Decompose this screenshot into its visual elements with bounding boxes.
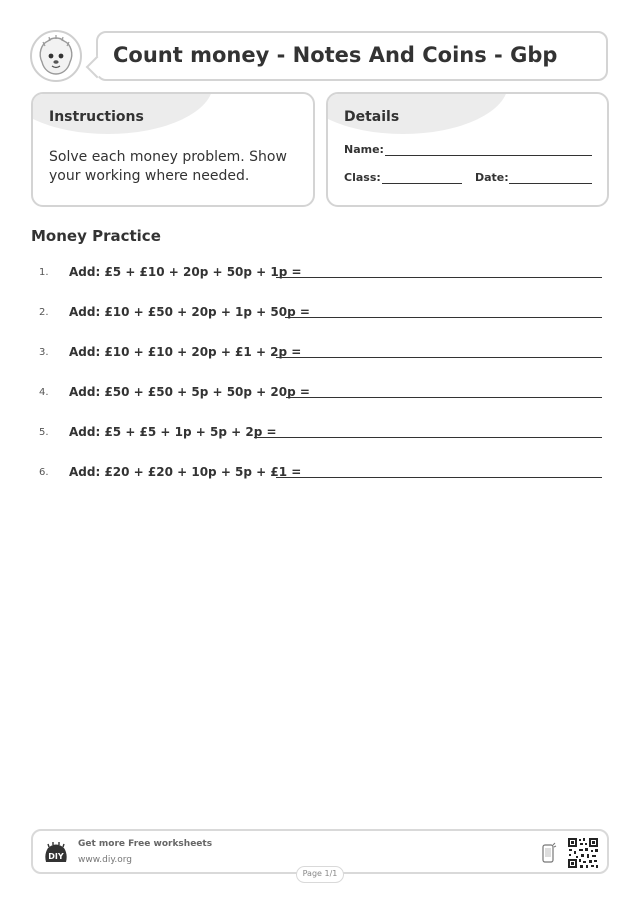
question-row (0, 305, 640, 325)
question-number: 1. (39, 267, 49, 278)
footer-url-link[interactable]: www.diy.org (78, 855, 132, 865)
page-number-badge: Page 1/1 (296, 866, 344, 883)
instructions-text: Solve each money problem. Show your working where needed. (49, 149, 287, 184)
question-number: 3. (39, 347, 49, 358)
phone-icon (541, 842, 557, 864)
answer-line[interactable] (285, 317, 602, 318)
mascot-icon (32, 32, 80, 80)
question-text: Add: £10 + £50 + 20p + 1p + 50p = (69, 305, 310, 319)
class-field[interactable] (382, 183, 462, 184)
answer-line[interactable] (276, 357, 602, 358)
answer-line[interactable] (276, 477, 602, 478)
details-panel (326, 92, 609, 207)
question-number: 4. (39, 387, 49, 398)
question-row (0, 385, 640, 405)
question-number: 5. (39, 427, 49, 438)
details-heading: Details (344, 109, 400, 125)
page-title: Count money - Notes And Coins - Gbp (113, 43, 558, 67)
qr-code-icon (567, 837, 599, 869)
question-number: 2. (39, 307, 49, 318)
question-row (0, 345, 640, 365)
name-field[interactable] (385, 155, 592, 156)
answer-line[interactable] (254, 437, 602, 438)
question-row (0, 265, 640, 285)
question-row (0, 465, 640, 485)
diy-logo-icon (43, 842, 69, 864)
answer-line[interactable] (276, 277, 602, 278)
question-text: Add: £5 + £5 + 1p + 5p + 2p = (69, 425, 277, 439)
question-text: Add: £5 + £10 + 20p + 50p + 1p = (69, 265, 302, 279)
footer-promo-text: Get more Free worksheets (78, 839, 213, 849)
answer-line[interactable] (286, 397, 602, 398)
date-field[interactable] (509, 183, 592, 184)
class-label: Class: (344, 171, 381, 184)
question-text: Add: £10 + £10 + 20p + £1 + 2p = (69, 345, 302, 359)
title-box (96, 31, 608, 81)
question-row (0, 425, 640, 445)
svg-text:DIY: DIY (48, 852, 64, 861)
question-text: Add: £50 + £50 + 5p + 50p + 20p = (69, 385, 310, 399)
instructions-panel (31, 92, 315, 207)
instructions-heading: Instructions (49, 109, 144, 125)
section-title: Money Practice (31, 227, 161, 245)
question-number: 6. (39, 467, 49, 478)
question-text: Add: £20 + £20 + 10p + 5p + £1 = (69, 465, 302, 479)
name-label: Name: (344, 143, 384, 156)
mascot-avatar (30, 30, 82, 82)
date-label: Date: (475, 171, 509, 184)
